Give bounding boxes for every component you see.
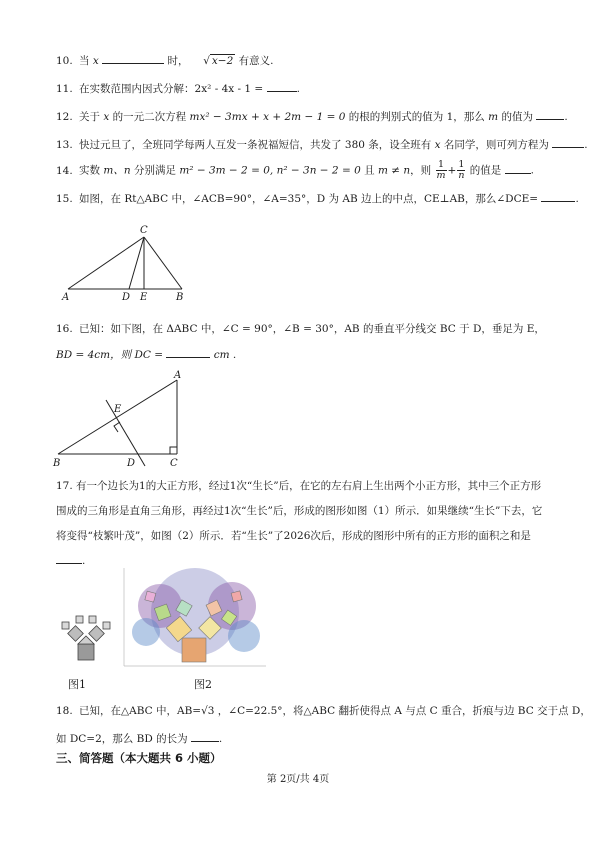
plus-sign: + (447, 164, 457, 177)
question-12 (56, 108, 568, 124)
right-angle-e (114, 422, 120, 432)
small-square (103, 622, 110, 629)
question-number: 17. (56, 480, 73, 492)
answer-blank[interactable] (536, 108, 564, 120)
label-b: B (176, 292, 184, 303)
label-b: B (53, 458, 61, 469)
answer-blank[interactable] (267, 80, 297, 92)
equation: m² − 3m − 2 = 0, n² − 3n − 2 = 0 (179, 164, 361, 177)
answer-blank[interactable] (191, 730, 219, 742)
question-text: 实数 (79, 164, 101, 177)
question-number: 14. (56, 164, 73, 177)
fraction-1-over-n (457, 160, 465, 181)
branch-square (145, 591, 156, 602)
question-text: 快过元旦了，全班同学每两人互发一条祝福短信，共发了 380 条，设全班有 (79, 139, 432, 151)
question-text: 名同学，则可列方程为 (443, 139, 549, 151)
label-e: E (114, 404, 122, 415)
side-bc (144, 237, 182, 289)
figure-1-label: 图1 (68, 678, 86, 691)
figure-16-triangle (50, 366, 200, 470)
question-number: 15. (56, 193, 73, 205)
question-number: 13. (56, 139, 73, 151)
question-text: . (530, 164, 534, 177)
question-14 (56, 160, 534, 181)
question-text: 的值为 (501, 111, 533, 123)
figure-2-label: 图2 (194, 678, 212, 691)
question-text: 时， (167, 55, 189, 67)
canopy (228, 620, 260, 652)
question-text: ，则 (410, 164, 432, 177)
sqrt-expression: √ x−2 (203, 55, 234, 67)
right-square (89, 626, 105, 642)
question-text: . (82, 555, 86, 567)
small-square (62, 622, 69, 629)
question-18-line2 (56, 730, 222, 746)
figure-15-triangle (60, 222, 200, 304)
question-text: 的根的判别式的值为 1，那么 (348, 111, 485, 123)
answer-blank[interactable] (552, 136, 584, 148)
question-text: 如 DC=2，那么 BD 的长为 (56, 733, 188, 745)
answer-blank[interactable] (102, 52, 164, 64)
question-10 (56, 52, 273, 68)
right-angle-c (170, 447, 177, 454)
answer-blank[interactable] (505, 162, 531, 174)
question-text: 关于 (79, 111, 101, 123)
page-footer: 第 2页/共 4页 (266, 774, 330, 785)
question-number: 11. (56, 83, 73, 95)
numerator: 1 (458, 159, 465, 170)
trunk-square (182, 638, 206, 662)
question-text: 当 (79, 55, 90, 67)
question-text: BD = 4cm，则 DC = (56, 349, 164, 361)
question-text: 有意义. (238, 55, 274, 67)
figure-17-2-pythagoras-tree (120, 566, 268, 672)
question-number: 16. (56, 323, 73, 335)
question-17 (56, 474, 544, 574)
perpendicular-bisector (106, 400, 145, 466)
question-text: cm . (213, 349, 237, 361)
label-c: C (140, 225, 148, 236)
question-number: 10. (56, 55, 73, 67)
question-text: 的一元二次方程 (112, 111, 187, 123)
question-18 (56, 704, 591, 718)
left-square (68, 626, 84, 642)
question-text: 的值是 (469, 164, 502, 177)
equation: mx² − 3mx + x + 2m − 1 = 0 (189, 111, 346, 123)
question-number: 18. (56, 705, 73, 717)
answer-blank[interactable] (56, 552, 82, 564)
side-ac (68, 237, 144, 289)
question-11 (56, 80, 300, 96)
label-a: A (174, 370, 182, 381)
numerator: 1 (436, 160, 447, 171)
question-text: . (584, 139, 588, 151)
small-square (76, 616, 83, 623)
question-text: . (575, 193, 579, 205)
variable: x (103, 111, 110, 123)
question-15 (56, 190, 579, 206)
label-d: D (127, 458, 136, 469)
question-text: 且 (364, 164, 375, 177)
figure-17-1-growth (58, 612, 118, 672)
answer-blank[interactable] (541, 190, 575, 202)
label-c: C (170, 458, 178, 469)
question-text: 已知：如下图，在 ΔABC 中，∠C = 90°，∠B = 30°，AB 的垂直平分线交 BC 于 D，垂足为 E， (79, 323, 545, 335)
side-ab (58, 380, 177, 454)
answer-blank[interactable] (166, 346, 210, 358)
variable: m、n (103, 164, 131, 177)
label-e: E (140, 292, 148, 303)
question-16-line2 (56, 346, 236, 362)
base-square (78, 644, 94, 660)
median-cd (129, 237, 144, 289)
label-d: D (122, 292, 131, 303)
question-text: 分别满足 (133, 164, 176, 177)
question-number: 12. (56, 111, 73, 123)
triangle (78, 636, 94, 644)
section-heading: 三、简答题（本大题共 6 小题） (56, 751, 222, 765)
branch-square (231, 591, 242, 602)
question-text: 有一个边长为1的大正方形，经过1次“生长”后，在它的左右肩上生出两个小正方形，其中三个正方形围成的三角形是直角三角形，再经过1次“生长”后，形成的图形如图（1）所示．如果继续“生长”下去，它将变得“枝繁叶茂”，如图（2）所示．若“生长”了2026次后，形成的图形中所有的正方形的面积之和是 (56, 480, 543, 542)
small-square (89, 616, 96, 623)
question-text: 在实数范围内因式分解：2x² - 4x - 1 = (79, 83, 264, 95)
variable: x (92, 55, 99, 67)
canopy (132, 618, 160, 646)
question-text: . (218, 733, 223, 745)
question-text: 已知，在△ABC 中，AB=√3 ，∠C=22.5°，将△ABC 翻折使得点 A 与点 C 重合，折痕与边 BC 交于点 D， (79, 705, 591, 717)
radicand: x−2 (211, 55, 234, 67)
fraction-1-over-m (436, 160, 447, 181)
label-a: A (62, 292, 70, 303)
denominator: m (436, 170, 446, 181)
question-text: . (564, 111, 568, 123)
variable: x (434, 139, 441, 151)
question-13 (56, 136, 588, 152)
equation: m ≠ n (377, 164, 411, 177)
variable: m (488, 111, 499, 123)
question-text: . (296, 83, 300, 95)
question-16 (56, 322, 545, 336)
question-text: 如图，在 Rt△ABC 中，∠ACB=90°，∠A=35°，D 为 AB 边上的中点，CE⊥AB，那么∠DCE= (79, 193, 539, 205)
denominator: n (458, 170, 465, 181)
